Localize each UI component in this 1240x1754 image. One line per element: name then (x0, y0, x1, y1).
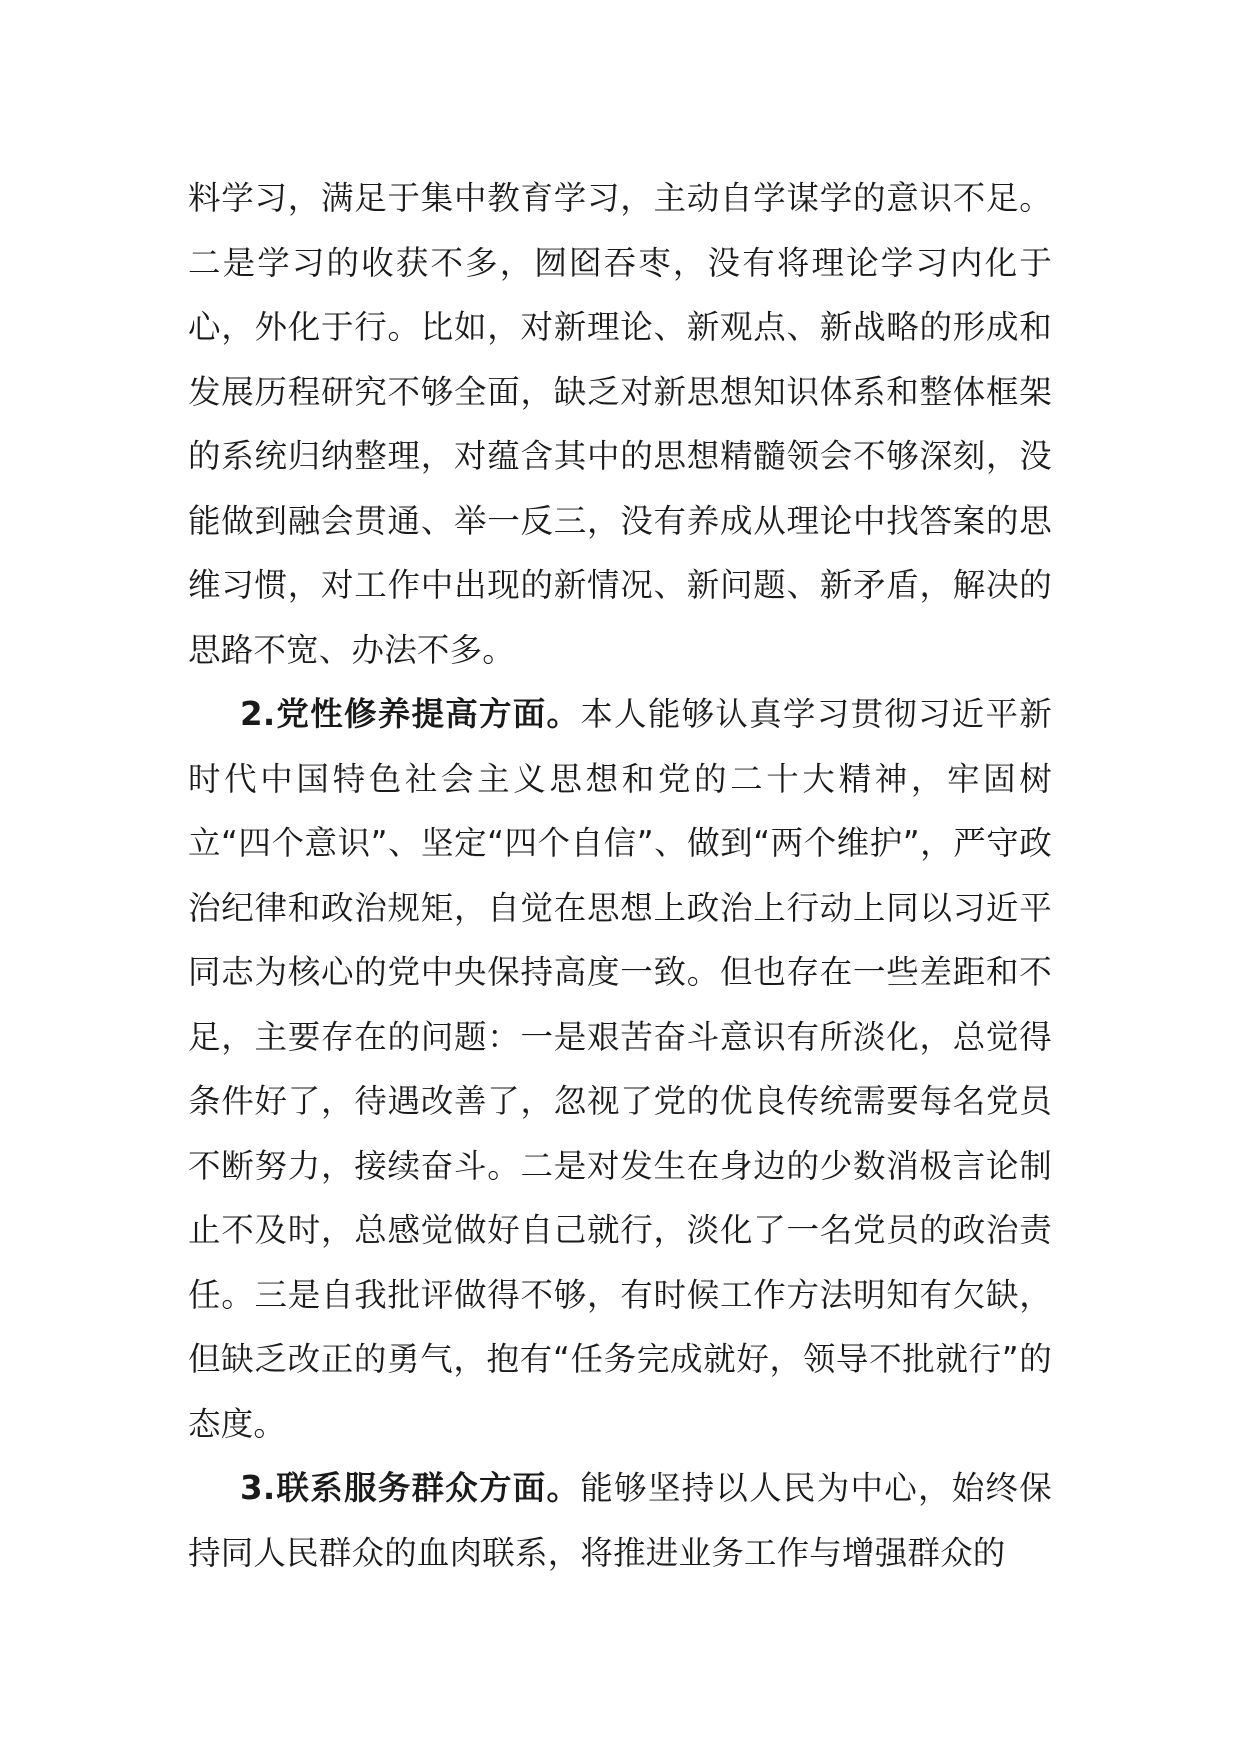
document-body (188, 166, 1052, 1585)
paragraph-2 (188, 682, 1052, 1456)
paragraph-1-text: 料学习，满足于集中教育学习，主动自学谋学的意识不足。二是学习的收获不多，囫囵吞枣，没有将理论学习内化于心，外化于行。比如，对新理论、新观点、新战略的形成和发展历程研究不够全面，缺乏对新思想知识体系和整体框架的系统归纳整理，对蕴含其中的思想精髓领会不够深刻，没能做到融会贯通、举一反三，没有养成从理论中找答案的思维习惯，对工作中出现的新情况、新问题、新矛盾，解决的思路不宽、办法不多。 (188, 179, 1052, 669)
section-heading-party-spirit: 2.党性修养提高方面。 (240, 695, 581, 733)
paragraph-1 (188, 166, 1052, 682)
section-heading-serving-masses: 3.联系服务群众方面。 (240, 1469, 581, 1507)
paragraph-3 (188, 1456, 1052, 1585)
paragraph-3-text: 能够坚持以人民为中心，始终保持同人民群众的血肉联系，将推进业务工作与增强群众的 (188, 1469, 1052, 1572)
paragraph-2-text: 本人能够认真学习贯彻习近平新时代中国特色社会主义思想和党的二十大精神，牢固树立“四个意识”、坚定“四个自信”、做到“两个维护”，严守政治纪律和政治规矩，自觉在思想上政治上行动上同以习近平同志为核心的党中央保持高度一致。但也存在一些差距和不足，主要存在的问题：一是艰苦奋斗意识有所淡化，总觉得条件好了，待遇改善了，忽视了党的优良传统需要每名党员不断努力，接续奋斗。二是对发生在身边的少数消极言论制止不及时，总感觉做好自己就行，淡化了一名党员的政治责任。三是自我批评做得不够，有时候工作方法明知有欠缺，但缺乏改正的勇气，抱有“任务完成就好，领导不批就行”的态度。 (188, 695, 1052, 1443)
